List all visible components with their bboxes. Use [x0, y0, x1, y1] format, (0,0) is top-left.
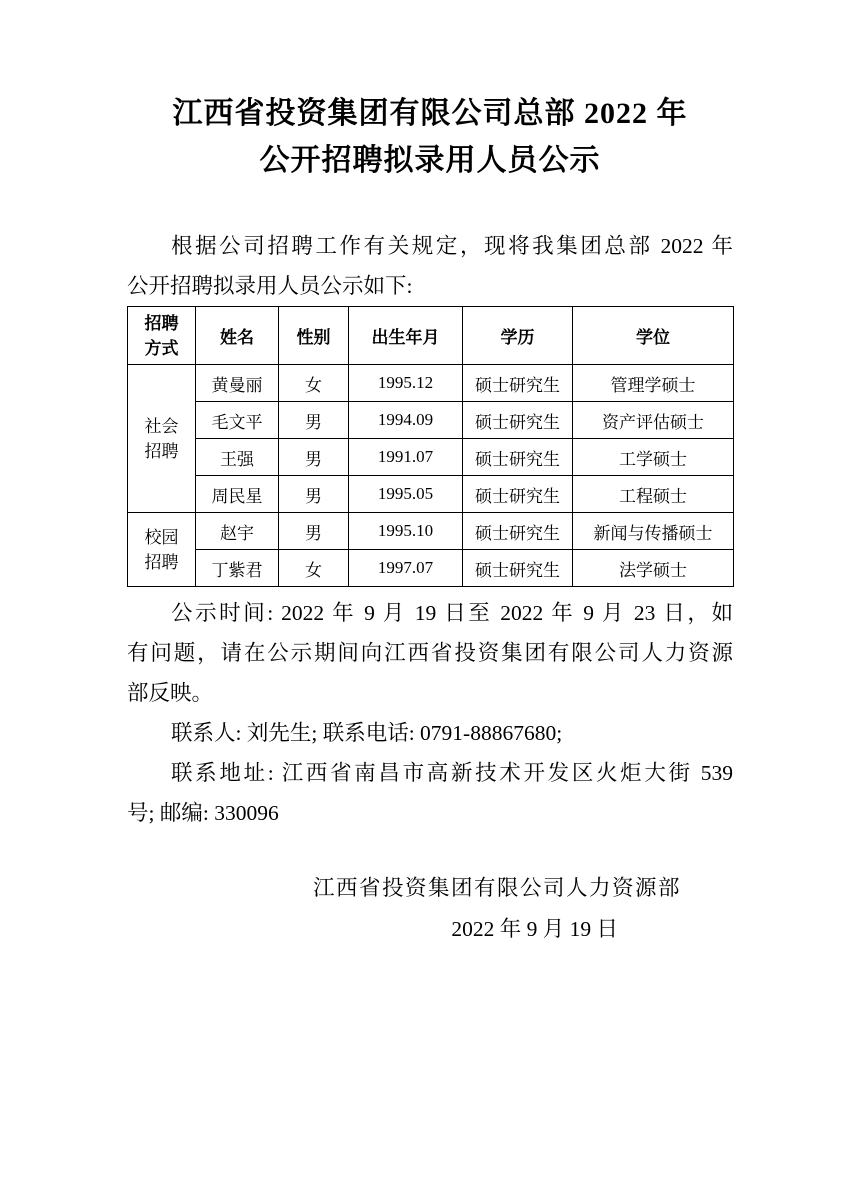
header-dob: 出生年月	[349, 307, 463, 365]
cell-degree: 资产评估硕士	[573, 402, 734, 439]
cell-gender: 女	[279, 365, 349, 402]
table-row	[128, 513, 734, 550]
cell-gender: 男	[279, 513, 349, 550]
recruitment-table	[127, 306, 734, 587]
table-header-row	[128, 307, 734, 365]
title-line-1: 江西省投资集团有限公司总部 2022 年	[172, 97, 688, 130]
cell-degree: 法学硕士	[573, 550, 734, 587]
cell-education: 硕士研究生	[463, 439, 573, 476]
cell-name: 赵宇	[196, 513, 279, 550]
cell-name: 王强	[196, 439, 279, 476]
address-paragraph	[127, 753, 733, 833]
notice-line-1: 公示时间: 2022 年 9 月 19 日至 2022 年 9 月 23 日，如	[171, 601, 733, 625]
cell-education: 硕士研究生	[463, 365, 573, 402]
table-row	[128, 476, 734, 513]
cell-gender: 女	[279, 550, 349, 587]
cell-education: 硕士研究生	[463, 550, 573, 587]
cell-dob: 1991.07	[349, 439, 463, 476]
address-line-1: 联系地址: 江西省南昌市高新技术开发区火炬大街 539	[171, 761, 733, 785]
method-label: 社会招聘	[144, 416, 179, 461]
cell-degree: 工学硕士	[573, 439, 734, 476]
table-row	[128, 550, 734, 587]
address-line-2: 号; 邮编: 330096	[127, 801, 279, 825]
signature-block	[127, 868, 733, 950]
header-education: 学历	[463, 307, 573, 365]
cell-name: 毛文平	[196, 402, 279, 439]
cell-dob: 1995.10	[349, 513, 463, 550]
cell-degree: 工程硕士	[573, 476, 734, 513]
header-method	[128, 307, 196, 365]
cell-name: 周民星	[196, 476, 279, 513]
cell-name: 黄曼丽	[196, 365, 279, 402]
intro-line-2: 公开招聘拟录用人员公示如下:	[127, 274, 413, 298]
table-row	[128, 439, 734, 476]
cell-gender: 男	[279, 476, 349, 513]
cell-education: 硕士研究生	[463, 402, 573, 439]
title-line-2: 公开招聘拟录用人员公示	[259, 144, 601, 177]
cell-name: 丁紫君	[196, 550, 279, 587]
method-label: 校园招聘	[144, 527, 179, 572]
header-degree: 学位	[573, 307, 734, 365]
notice-line-2: 有问题，请在公示期间向江西省投资集团有限公司人力资源	[127, 641, 733, 665]
cell-dob: 1995.05	[349, 476, 463, 513]
header-gender: 性别	[279, 307, 349, 365]
page-title	[127, 90, 733, 184]
method-cell-social	[128, 365, 196, 513]
contact-line: 联系人: 刘先生; 联系电话: 0791-88867680;	[171, 721, 563, 745]
table-row	[128, 365, 734, 402]
signature-date: 2022 年 9 月 19 日	[451, 917, 618, 941]
cell-dob: 1994.09	[349, 402, 463, 439]
cell-gender: 男	[279, 439, 349, 476]
header-method-label: 招聘方式	[144, 313, 179, 358]
notice-paragraph	[127, 593, 733, 713]
table-row	[128, 402, 734, 439]
notice-line-3: 部反映。	[127, 681, 214, 705]
cell-education: 硕士研究生	[463, 476, 573, 513]
cell-degree: 新闻与传播硕士	[573, 513, 734, 550]
cell-education: 硕士研究生	[463, 513, 573, 550]
cell-dob: 1997.07	[349, 550, 463, 587]
cell-gender: 男	[279, 402, 349, 439]
intro-paragraph	[127, 226, 733, 306]
signature-org: 江西省投资集团有限公司人力资源部	[312, 876, 681, 900]
cell-degree: 管理学硕士	[573, 365, 734, 402]
intro-line-1: 根据公司招聘工作有关规定，现将我集团总部 2022 年	[171, 234, 733, 258]
method-cell-campus	[128, 513, 196, 587]
cell-dob: 1995.12	[349, 365, 463, 402]
header-name: 姓名	[196, 307, 279, 365]
